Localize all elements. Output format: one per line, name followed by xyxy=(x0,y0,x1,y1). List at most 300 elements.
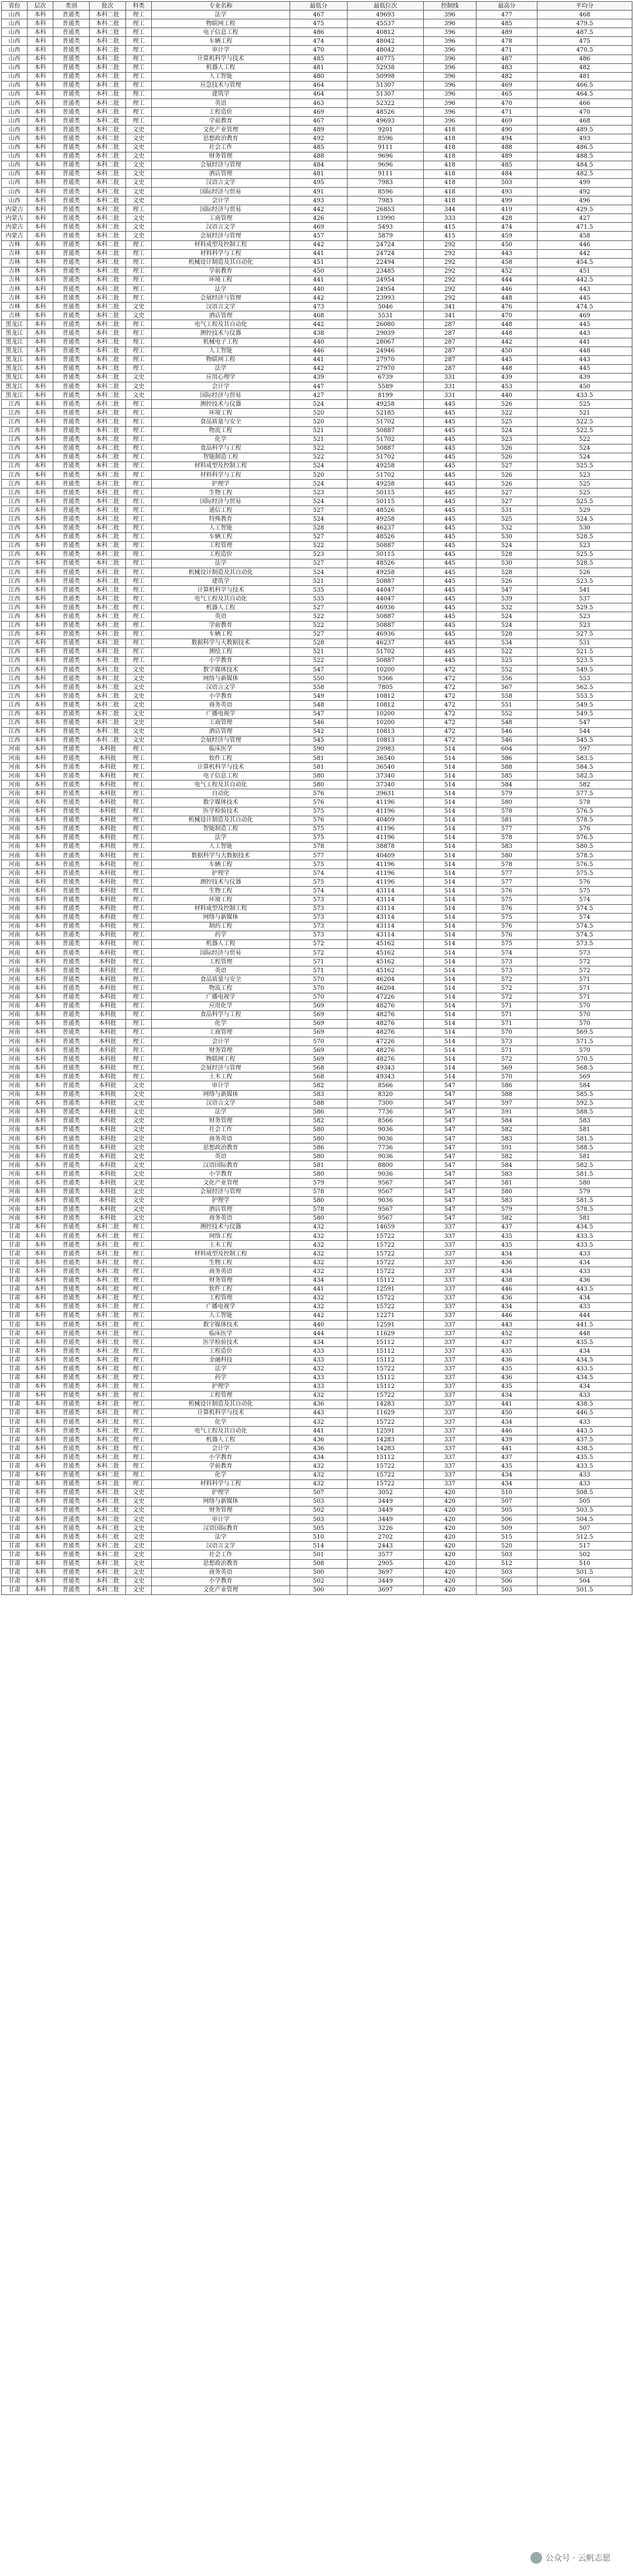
table-row xyxy=(2,90,632,99)
cell-control-line: 514 xyxy=(424,878,477,887)
table-row xyxy=(2,824,632,833)
cell-batch: 本科二批 xyxy=(90,11,126,19)
cell-category: 普通类 xyxy=(53,99,90,108)
table-row xyxy=(2,630,632,639)
cell-control-line: 420 xyxy=(424,1559,477,1568)
cell-major: 审计学 xyxy=(152,46,290,55)
cell-province: 山西 xyxy=(2,99,28,108)
cell-major: 文化产业管理 xyxy=(152,1586,290,1594)
cell-level: 本科 xyxy=(28,727,53,736)
cell-control-line: 445 xyxy=(424,541,477,550)
cell-category: 普通类 xyxy=(53,1320,90,1329)
cell-category: 普通类 xyxy=(53,913,90,922)
cell-batch: 本科二批 xyxy=(90,577,126,586)
cell-province: 甘肃 xyxy=(2,1294,28,1302)
cell-min-rank: 51702 xyxy=(348,435,424,444)
cell-subject: 文史 xyxy=(126,214,152,223)
cell-min-score: 524 xyxy=(290,461,348,470)
cell-category: 普通类 xyxy=(53,470,90,479)
cell-batch: 本科二批 xyxy=(90,1267,126,1276)
cell-control-line: 472 xyxy=(424,718,477,727)
table-row xyxy=(2,19,632,28)
cell-category: 普通类 xyxy=(53,1302,90,1311)
cell-max-score: 487 xyxy=(477,55,537,63)
cell-min-score: 575 xyxy=(290,824,348,833)
cell-min-score: 507 xyxy=(290,1488,348,1497)
cell-subject: 理工 xyxy=(126,1329,152,1338)
cell-min-rank: 38878 xyxy=(348,842,424,851)
cell-min-score: 443 xyxy=(290,1409,348,1417)
cell-major: 机器人工程 xyxy=(152,1435,290,1444)
cell-min-score: 524 xyxy=(290,515,348,524)
cell-min-rank: 3052 xyxy=(348,1488,424,1497)
cell-control-line: 287 xyxy=(424,364,477,373)
cell-min-rank: 24954 xyxy=(348,285,424,294)
cell-min-rank: 50887 xyxy=(348,426,424,435)
table-row xyxy=(2,1179,632,1187)
cell-batch: 本科二批 xyxy=(90,480,126,488)
cell-min-score: 522 xyxy=(290,621,348,630)
cell-max-score: 567 xyxy=(477,683,537,692)
cell-avg-score: 523.5 xyxy=(537,577,632,586)
cell-subject: 理工 xyxy=(126,887,152,895)
cell-min-rank: 52185 xyxy=(348,409,424,418)
table-row xyxy=(2,152,632,161)
cell-category: 普通类 xyxy=(53,1285,90,1294)
cell-province: 河南 xyxy=(2,789,28,798)
table-row xyxy=(2,267,632,276)
cell-batch: 本科二批 xyxy=(90,1453,126,1462)
cell-control-line: 514 xyxy=(424,904,477,913)
cell-province: 江西 xyxy=(2,409,28,418)
cell-avg-score: 588.5 xyxy=(537,1143,632,1152)
cell-control-line: 396 xyxy=(424,11,477,19)
cell-min-rank: 24946 xyxy=(348,347,424,355)
cell-subject: 理工 xyxy=(126,258,152,267)
cell-subject: 理工 xyxy=(126,878,152,887)
cell-avg-score: 581 xyxy=(537,1214,632,1223)
cell-control-line: 472 xyxy=(424,727,477,736)
cell-category: 普通类 xyxy=(53,1187,90,1196)
cell-level: 本科 xyxy=(28,1090,53,1099)
cell-control-line: 418 xyxy=(424,152,477,161)
cell-major: 学前教育 xyxy=(152,117,290,125)
cell-max-score: 570 xyxy=(477,1073,537,1081)
cell-avg-score: 575 xyxy=(537,887,632,895)
cell-province: 江西 xyxy=(2,488,28,497)
cell-avg-score: 451 xyxy=(537,267,632,276)
cell-subject: 理工 xyxy=(126,639,152,647)
cell-max-score: 583 xyxy=(477,1170,537,1179)
cell-min-rank: 48042 xyxy=(348,37,424,46)
cell-level: 本科 xyxy=(28,568,53,577)
cell-control-line: 337 xyxy=(424,1223,477,1231)
cell-control-line: 514 xyxy=(424,1046,477,1055)
cell-major: 智能制造工程 xyxy=(152,824,290,833)
cell-min-rank: 24724 xyxy=(348,240,424,249)
table-row xyxy=(2,1435,632,1444)
cell-level: 本科 xyxy=(28,1302,53,1311)
cell-batch: 本科二批 xyxy=(90,647,126,656)
cell-min-rank: 5531 xyxy=(348,311,424,320)
cell-level: 本科 xyxy=(28,1311,53,1320)
table-row xyxy=(2,621,632,630)
table-row xyxy=(2,763,632,772)
cell-batch: 本科批 xyxy=(90,807,126,816)
cell-min-rank: 24954 xyxy=(348,276,424,284)
cell-batch: 本科二批 xyxy=(90,630,126,639)
cell-batch: 本科批 xyxy=(90,789,126,798)
cell-min-score: 434 xyxy=(290,1453,348,1462)
cell-major: 车辆工程 xyxy=(152,860,290,869)
cell-batch: 本科二批 xyxy=(90,701,126,710)
cell-batch: 本科二批 xyxy=(90,1311,126,1320)
cell-province: 河南 xyxy=(2,1135,28,1143)
cell-major: 测控技术与仪器 xyxy=(152,1223,290,1231)
cell-batch: 本科二批 xyxy=(90,470,126,479)
cell-min-score: 524 xyxy=(290,568,348,577)
cell-level: 本科 xyxy=(28,1258,53,1267)
cell-level: 本科 xyxy=(28,674,53,683)
cell-level: 本科 xyxy=(28,586,53,595)
cell-control-line: 445 xyxy=(424,409,477,418)
cell-major: 网络与新媒体 xyxy=(152,1090,290,1099)
column-header-level: 层次 xyxy=(28,2,53,11)
column-header-max-score: 最高分 xyxy=(477,2,537,11)
cell-max-score: 526 xyxy=(477,470,537,479)
cell-control-line: 418 xyxy=(424,196,477,205)
cell-batch: 本科二批 xyxy=(90,108,126,117)
table-row xyxy=(2,718,632,727)
cell-control-line: 287 xyxy=(424,329,477,338)
cell-category: 普通类 xyxy=(53,683,90,692)
cell-category: 普通类 xyxy=(53,1241,90,1250)
cell-control-line: 337 xyxy=(424,1444,477,1453)
cell-major: 会展经济与管理 xyxy=(152,161,290,169)
cell-min-rank: 48276 xyxy=(348,1010,424,1019)
cell-control-line: 445 xyxy=(424,480,477,488)
cell-major: 临床医学 xyxy=(152,745,290,754)
cell-major: 会展经济与管理 xyxy=(152,1064,290,1073)
cell-subject: 理工 xyxy=(126,1409,152,1417)
cell-subject: 文史 xyxy=(126,232,152,240)
table-row xyxy=(2,975,632,984)
cell-min-score: 547 xyxy=(290,666,348,674)
cell-major: 护理学 xyxy=(152,1196,290,1205)
cell-major: 生物工程 xyxy=(152,488,290,497)
cell-avg-score: 468 xyxy=(537,117,632,125)
cell-min-score: 580 xyxy=(290,772,348,780)
cell-category: 普通类 xyxy=(53,1550,90,1559)
cell-min-rank: 23485 xyxy=(348,267,424,276)
cell-subject: 理工 xyxy=(126,267,152,276)
cell-subject: 文史 xyxy=(126,1577,152,1586)
cell-max-score: 571 xyxy=(477,1019,537,1028)
table-row xyxy=(2,878,632,887)
cell-province: 甘肃 xyxy=(2,1258,28,1267)
cell-control-line: 472 xyxy=(424,674,477,683)
cell-level: 本科 xyxy=(28,816,53,824)
cell-avg-score: 529.5 xyxy=(537,603,632,612)
cell-control-line: 514 xyxy=(424,975,477,984)
cell-province: 山西 xyxy=(2,72,28,81)
cell-control-line: 337 xyxy=(424,1302,477,1311)
cell-control-line: 337 xyxy=(424,1241,477,1250)
cell-max-score: 435 xyxy=(477,1347,537,1356)
cell-province: 河南 xyxy=(2,913,28,922)
cell-level: 本科 xyxy=(28,984,53,993)
table-row xyxy=(2,1135,632,1143)
table-row xyxy=(2,1462,632,1471)
cell-level: 本科 xyxy=(28,453,53,461)
cell-min-score: 451 xyxy=(290,258,348,267)
cell-province: 黑龙江 xyxy=(2,355,28,364)
cell-subject: 理工 xyxy=(126,426,152,435)
cell-max-score: 489 xyxy=(477,28,537,37)
table-row xyxy=(2,488,632,497)
table-row xyxy=(2,674,632,683)
cell-subject: 理工 xyxy=(126,1462,152,1471)
table-row xyxy=(2,1559,632,1568)
cell-max-score: 450 xyxy=(477,240,537,249)
cell-major: 化学 xyxy=(152,1418,290,1427)
cell-control-line: 420 xyxy=(424,1542,477,1550)
cell-avg-score: 576.5 xyxy=(537,807,632,816)
cell-max-score: 528 xyxy=(477,568,537,577)
cell-batch: 本科批 xyxy=(90,1196,126,1205)
cell-level: 本科 xyxy=(28,329,53,338)
cell-batch: 本科二批 xyxy=(90,169,126,178)
cell-min-rank: 43114 xyxy=(348,913,424,922)
cell-province: 河南 xyxy=(2,1064,28,1073)
cell-major: 护理学 xyxy=(152,869,290,878)
cell-avg-score: 528.5 xyxy=(537,532,632,541)
cell-batch: 本科二批 xyxy=(90,161,126,169)
cell-max-score: 439 xyxy=(477,1435,537,1444)
cell-level: 本科 xyxy=(28,1462,53,1471)
cell-major: 酒店管理 xyxy=(152,1205,290,1214)
cell-max-score: 526 xyxy=(477,444,537,453)
cell-category: 普通类 xyxy=(53,311,90,320)
cell-major: 数据科学与大数据技术 xyxy=(152,851,290,860)
cell-avg-score: 580.5 xyxy=(537,842,632,851)
cell-control-line: 418 xyxy=(424,125,477,134)
cell-avg-score: 487.5 xyxy=(537,28,632,37)
cell-major: 法学 xyxy=(152,285,290,294)
cell-subject: 理工 xyxy=(126,1444,152,1453)
cell-max-score: 546 xyxy=(477,736,537,745)
cell-avg-score: 496 xyxy=(537,196,632,205)
table-row xyxy=(2,453,632,461)
cell-subject: 理工 xyxy=(126,931,152,939)
cell-control-line: 514 xyxy=(424,763,477,772)
cell-batch: 本科批 xyxy=(90,1214,126,1223)
cell-control-line: 445 xyxy=(424,426,477,435)
cell-min-rank: 3697 xyxy=(348,1586,424,1594)
cell-min-rank: 15722 xyxy=(348,1232,424,1241)
cell-control-line: 445 xyxy=(424,515,477,524)
table-row xyxy=(2,789,632,798)
cell-category: 普通类 xyxy=(53,1542,90,1550)
cell-batch: 本科二批 xyxy=(90,267,126,276)
cell-subject: 理工 xyxy=(126,958,152,966)
cell-max-score: 493 xyxy=(477,187,537,196)
cell-major: 商务英语 xyxy=(152,1568,290,1577)
cell-category: 普通类 xyxy=(53,1329,90,1338)
cell-province: 河南 xyxy=(2,1055,28,1064)
cell-max-score: 515 xyxy=(477,1533,537,1542)
cell-min-rank: 28067 xyxy=(348,338,424,347)
cell-batch: 本科二批 xyxy=(90,710,126,718)
cell-max-score: 437 xyxy=(477,1453,537,1462)
cell-level: 本科 xyxy=(28,1205,53,1214)
cell-min-rank: 8566 xyxy=(348,1116,424,1125)
cell-batch: 本科二批 xyxy=(90,1409,126,1417)
cell-level: 本科 xyxy=(28,1055,53,1064)
cell-min-score: 484 xyxy=(290,161,348,169)
cell-min-rank: 22494 xyxy=(348,258,424,267)
cell-control-line: 445 xyxy=(424,656,477,665)
cell-level: 本科 xyxy=(28,1577,53,1586)
table-row xyxy=(2,958,632,966)
cell-level: 本科 xyxy=(28,666,53,674)
cell-major: 材料成型及控制工程 xyxy=(152,461,290,470)
cell-max-score: 436 xyxy=(477,1294,537,1302)
cell-subject: 理工 xyxy=(126,1276,152,1285)
cell-batch: 本科二批 xyxy=(90,1444,126,1453)
cell-min-score: 432 xyxy=(290,1462,348,1471)
cell-avg-score: 466.5 xyxy=(537,81,632,90)
cell-avg-score: 582.5 xyxy=(537,1161,632,1170)
cell-major: 机器人工程 xyxy=(152,63,290,72)
cell-category: 普通类 xyxy=(53,1515,90,1524)
cell-province: 甘肃 xyxy=(2,1577,28,1586)
cell-category: 普通类 xyxy=(53,1135,90,1143)
cell-max-score: 523 xyxy=(477,435,537,444)
cell-min-rank: 9567 xyxy=(348,1179,424,1187)
cell-level: 本科 xyxy=(28,1019,53,1028)
column-header-avg-score: 平均分 xyxy=(537,2,632,11)
cell-level: 本科 xyxy=(28,338,53,347)
cell-province: 甘肃 xyxy=(2,1250,28,1258)
cell-category: 普通类 xyxy=(53,798,90,807)
cell-avg-score: 501.5 xyxy=(537,1568,632,1577)
cell-province: 内蒙古 xyxy=(2,232,28,240)
cell-batch: 本科批 xyxy=(90,824,126,833)
cell-level: 本科 xyxy=(28,949,53,958)
cell-max-score: 450 xyxy=(477,347,537,355)
cell-avg-score: 433 xyxy=(537,1471,632,1479)
table-row xyxy=(2,1125,632,1134)
cell-major: 法学 xyxy=(152,833,290,842)
cell-avg-score: 547 xyxy=(537,718,632,727)
cell-control-line: 331 xyxy=(424,382,477,391)
cell-level: 本科 xyxy=(28,1497,53,1506)
table-row xyxy=(2,1116,632,1125)
cell-major: 文化产业管理 xyxy=(152,125,290,134)
table-row xyxy=(2,1409,632,1417)
cell-max-score: 489 xyxy=(477,152,537,161)
cell-min-rank: 8596 xyxy=(348,134,424,143)
cell-province: 河南 xyxy=(2,1028,28,1037)
cell-major: 化学 xyxy=(152,1471,290,1479)
cell-province: 甘肃 xyxy=(2,1427,28,1435)
cell-avg-score: 574 xyxy=(537,913,632,922)
cell-max-score: 485 xyxy=(477,161,537,169)
cell-level: 本科 xyxy=(28,320,53,329)
cell-min-score: 436 xyxy=(290,1400,348,1409)
cell-major: 网络工程 xyxy=(152,1232,290,1241)
cell-control-line: 514 xyxy=(424,824,477,833)
table-row xyxy=(2,656,632,665)
cell-avg-score: 523 xyxy=(537,541,632,550)
cell-min-rank: 10200 xyxy=(348,718,424,727)
cell-control-line: 445 xyxy=(424,586,477,595)
cell-major: 国际经济与贸易 xyxy=(152,205,290,214)
cell-max-score: 434 xyxy=(477,1250,537,1258)
cell-control-line: 547 xyxy=(424,1135,477,1143)
cell-subject: 理工 xyxy=(126,1311,152,1320)
table-row xyxy=(2,1037,632,1046)
cell-min-score: 442 xyxy=(290,1311,348,1320)
cell-category: 普通类 xyxy=(53,11,90,19)
cell-province: 吉林 xyxy=(2,267,28,276)
cell-major: 物流工程 xyxy=(152,426,290,435)
cell-min-score: 573 xyxy=(290,904,348,913)
cell-avg-score: 438.5 xyxy=(537,1444,632,1453)
cell-category: 普通类 xyxy=(53,550,90,559)
cell-level: 本科 xyxy=(28,1338,53,1347)
table-row xyxy=(2,338,632,347)
table-row xyxy=(2,984,632,993)
cell-level: 本科 xyxy=(28,444,53,453)
cell-level: 本科 xyxy=(28,1294,53,1302)
table-row xyxy=(2,904,632,913)
cell-subject: 文史 xyxy=(126,683,152,692)
cell-min-score: 521 xyxy=(290,426,348,435)
cell-major: 审计学 xyxy=(152,1081,290,1090)
cell-max-score: 436 xyxy=(477,1356,537,1365)
cell-category: 普通类 xyxy=(53,736,90,745)
cell-level: 本科 xyxy=(28,1444,53,1453)
cell-control-line: 292 xyxy=(424,276,477,284)
cell-max-score: 505 xyxy=(477,1506,537,1515)
cell-batch: 本科二批 xyxy=(90,1524,126,1533)
cell-min-score: 581 xyxy=(290,763,348,772)
cell-subject: 理工 xyxy=(126,347,152,355)
cell-max-score: 546 xyxy=(477,727,537,736)
cell-major: 测控技术与仪器 xyxy=(152,329,290,338)
cell-category: 普通类 xyxy=(53,515,90,524)
cell-subject: 理工 xyxy=(126,294,152,303)
cell-avg-score: 578 xyxy=(537,798,632,807)
cell-province: 甘肃 xyxy=(2,1471,28,1479)
cell-level: 本科 xyxy=(28,577,53,586)
cell-min-rank: 36540 xyxy=(348,763,424,772)
cell-min-rank: 51702 xyxy=(348,453,424,461)
cell-province: 江西 xyxy=(2,621,28,630)
cell-level: 本科 xyxy=(28,267,53,276)
cell-level: 本科 xyxy=(28,1028,53,1037)
cell-level: 本科 xyxy=(28,276,53,284)
cell-category: 普通类 xyxy=(53,1586,90,1594)
cell-min-score: 433 xyxy=(290,1347,348,1356)
cell-major: 法学 xyxy=(152,11,290,19)
cell-control-line: 341 xyxy=(424,303,477,311)
cell-batch: 本科批 xyxy=(90,931,126,939)
cell-min-score: 573 xyxy=(290,922,348,931)
cell-max-score: 528 xyxy=(477,630,537,639)
